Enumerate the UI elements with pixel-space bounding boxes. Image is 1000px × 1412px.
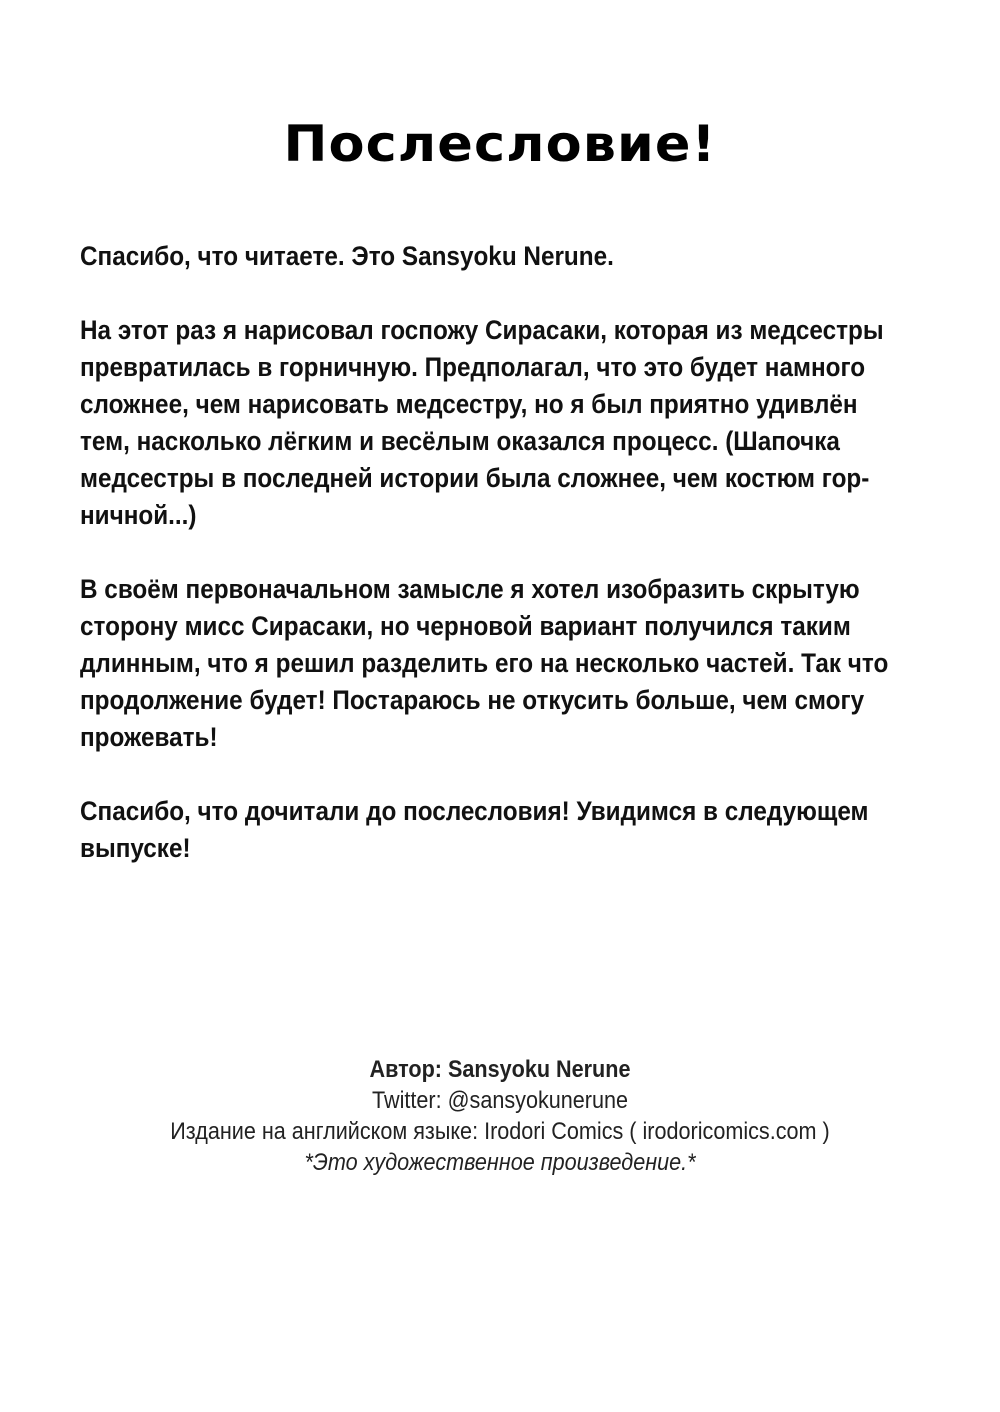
credits-twitter: Twitter: @sansyokunerune bbox=[371, 1087, 629, 1114]
paragraph-greeting: Спасибо, что читаете. Это Sansyoku Nerune. bbox=[80, 241, 614, 271]
page-title: Послесловие! bbox=[283, 115, 717, 173]
credits-fiction-note: *Это художественное произведение.* bbox=[304, 1149, 696, 1176]
paragraph-maid-drawing: На этот раз я нарисовал госпожу Сирасаки, которая из медсестры превратилась в горничную. Предполагал, что это будет намного сложнее, чем нарисовать медсестру, но я был приятно удивлён тем, насколько лёгким и весёлым оказался процесс. (Шапочка медсестры в последней истории была сложнее, чем костюм гор- ничной...) bbox=[80, 315, 884, 530]
credits-edition: Издание на английском языке: Irodori Comics ( irodoricomics.com ) bbox=[170, 1118, 830, 1145]
credits-author: Автор: Sansyoku Nerune bbox=[369, 1056, 631, 1083]
paragraph-continuation: В своём первоначальном замысле я хотел изобразить скрытую сторону мисс Сирасаки, но черновой вариант получился таким длинным, что я решил разделить его на несколько частей. Так что продолжение будет! Постараюсь не откусить больше, чем смогу прожевать! bbox=[80, 574, 889, 752]
paragraph-farewell: Спасибо, что дочитали до послесловия! Увидимся в следующем выпуске! bbox=[80, 796, 869, 863]
credits-block bbox=[0, 1054, 1000, 1178]
afterword-body bbox=[80, 238, 889, 904]
